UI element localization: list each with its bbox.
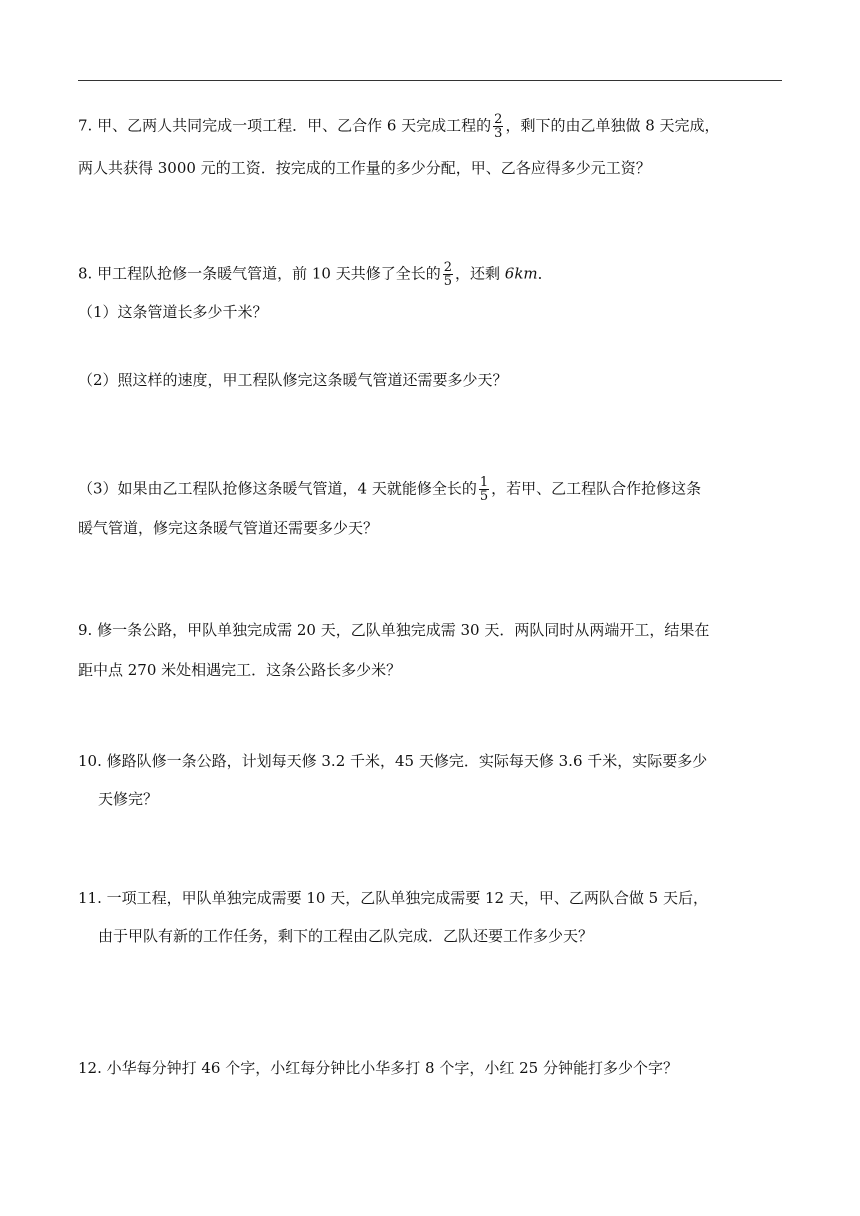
question-8-part-3-text: （3）如果由乙工程队抢修这条暖气管道，4 天就能修全长的	[78, 479, 477, 498]
fraction-numerator: 2	[443, 260, 452, 275]
question-8-part-3-text-cont: ，若甲、乙工程队合作抢修这条	[491, 479, 702, 498]
question-8-line-1	[78, 261, 553, 288]
fraction-1-5	[479, 476, 489, 503]
fraction-denominator: 3	[494, 126, 503, 141]
question-11-line-1: 11. 一项工程，甲队单独完成需要 10 天，乙队单独完成需要 12 天，甲、乙两队合做 5 天后，	[78, 889, 708, 907]
question-9-line-1: 9. 修一条公路，甲队单独完成需 20 天，乙队单独完成需 30 天．两队同时从两端开工，结果在	[78, 621, 710, 639]
question-8-part-3-line-2: 暖气管道，修完这条暖气管道还需要多少天？	[78, 519, 379, 537]
fraction-2-5	[443, 261, 453, 288]
question-8-part-3-line-1	[78, 476, 701, 503]
fraction-2-3	[493, 113, 503, 140]
question-10-line-2: 天修完？	[98, 790, 159, 808]
question-8-text-end: ．	[537, 264, 553, 283]
question-7-text-cont: ，剩下的由乙单独做 8 天完成，	[505, 116, 720, 135]
question-8-part-2: （2）照这样的速度，甲工程队修完这条暖气管道还需要多少天？	[78, 371, 508, 389]
question-11-line-2: 由于甲队有新的工作任务，剩下的工程由乙队完成．乙队还要工作多少天？	[98, 927, 594, 945]
header-rule	[78, 80, 782, 81]
question-12-line-1: 12. 小华每分钟打 46 个字，小红每分钟比小华多打 8 个字，小红 25 分钟能打多少个字？	[78, 1059, 678, 1077]
question-7-line-2: 两人共获得 3000 元的工资．按完成的工作量的多少分配，甲、乙各应得多少元工资？	[78, 159, 651, 177]
question-7-line-1	[78, 113, 720, 140]
question-8-text: 8. 甲工程队抢修一条暖气管道，前 10 天共修了全长的	[78, 264, 441, 283]
fraction-denominator: 5	[443, 274, 452, 289]
question-7-text: 7. 甲、乙两人共同完成一项工程．甲、乙合作 6 天完成工程的	[78, 116, 492, 135]
remaining-length: 6km	[504, 264, 538, 283]
question-8-text-mid: ，还剩	[455, 264, 505, 283]
question-10-line-1: 10. 修路队修一条公路，计划每天修 3.2 千米，45 天修完．实际每天修 3.6 千米，实际要多少	[78, 752, 708, 770]
fraction-numerator: 1	[479, 475, 489, 490]
question-9-line-2: 距中点 270 米处相遇完工．这条公路长多少米？	[78, 661, 402, 679]
fraction-denominator: 5	[479, 489, 489, 504]
fraction-numerator: 2	[494, 112, 503, 127]
question-8-part-1: （1）这条管道长多少千米？	[78, 303, 268, 321]
